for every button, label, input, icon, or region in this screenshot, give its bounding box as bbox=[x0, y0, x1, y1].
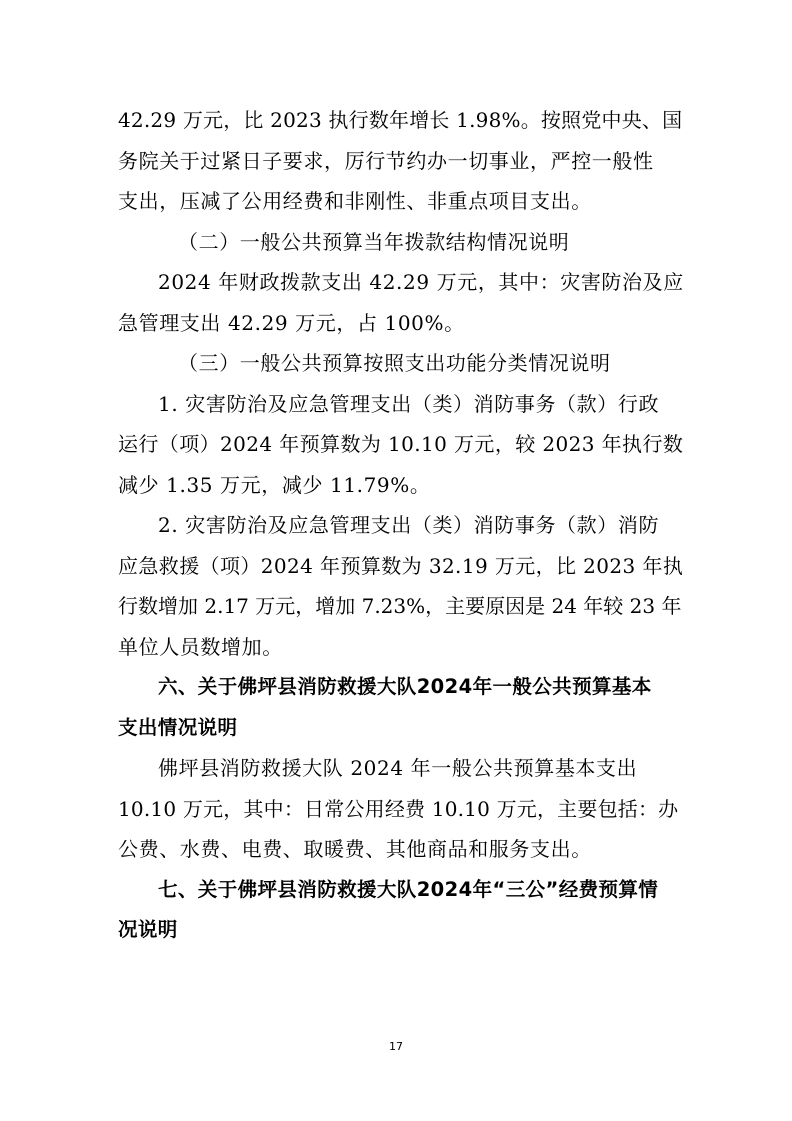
paragraph-line: 减少 1.35 万元，减少 11.79%。 bbox=[118, 472, 431, 497]
paragraph-line: 应急救援（项）2024 年预算数为 32.19 万元，比 2023 年执 bbox=[118, 553, 684, 578]
paragraph-line: 运行（项）2024 年预算数为 10.10 万元，较 2023 年执行数 bbox=[118, 432, 684, 456]
paragraph-line: 急管理支出 42.29 万元，占 100%。 bbox=[118, 310, 465, 335]
paragraph-line: 1. 灾害防治及应急管理支出（类）消防事务（款）行政 bbox=[158, 391, 660, 416]
document-body bbox=[118, 100, 684, 951]
section-heading-seven: 七、关于佛坪县消防救援大队2024年“三公”经费预算情 bbox=[158, 877, 659, 901]
paragraph-line: 2024 年财政拨款支出 42.29 万元，其中：灾害防治及应 bbox=[158, 270, 684, 294]
paragraph-line: 42.29 万元，比 2023 执行数年增长 1.98%。按照党中央、国 bbox=[118, 108, 683, 132]
paragraph-line: 佛坪县消防救援大队 2024 年一般公共预算基本支出 bbox=[158, 756, 638, 780]
paragraph-line: 支出，压减了公用经费和非刚性、非重点项目支出。 bbox=[118, 189, 592, 213]
paragraph-line: 务院关于过紧日子要求，厉行节约办一切事业，严控一般性 bbox=[118, 148, 654, 173]
section-heading-six-cont: 支出情况说明 bbox=[118, 715, 238, 739]
paragraph-line: 2. 灾害防治及应急管理支出（类）消防事务（款）消防 bbox=[158, 513, 660, 537]
subheading-budget-structure: （二）一般公共预算当年拨款结构情况说明 bbox=[178, 229, 570, 254]
paragraph-line: 10.10 万元，其中：日常公用经费 10.10 万元，主要包括：办 bbox=[118, 796, 679, 821]
section-heading-six: 六、关于佛坪县消防救援大队2024年一般公共预算基本 bbox=[158, 675, 652, 698]
section-heading-seven-cont: 况说明 bbox=[118, 918, 178, 941]
page-number: 17 bbox=[389, 1040, 403, 1053]
paragraph-line: 行数增加 2.17 万元，增加 7.23%，主要原因是 24 年较 23 年 bbox=[118, 594, 682, 618]
subheading-function-classification: （三）一般公共预算按照支出功能分类情况说明 bbox=[178, 351, 611, 375]
paragraph-line: 单位人员数增加。 bbox=[118, 634, 283, 659]
paragraph-line: 公费、水费、电费、取暖费、其他商品和服务支出。 bbox=[118, 837, 592, 861]
